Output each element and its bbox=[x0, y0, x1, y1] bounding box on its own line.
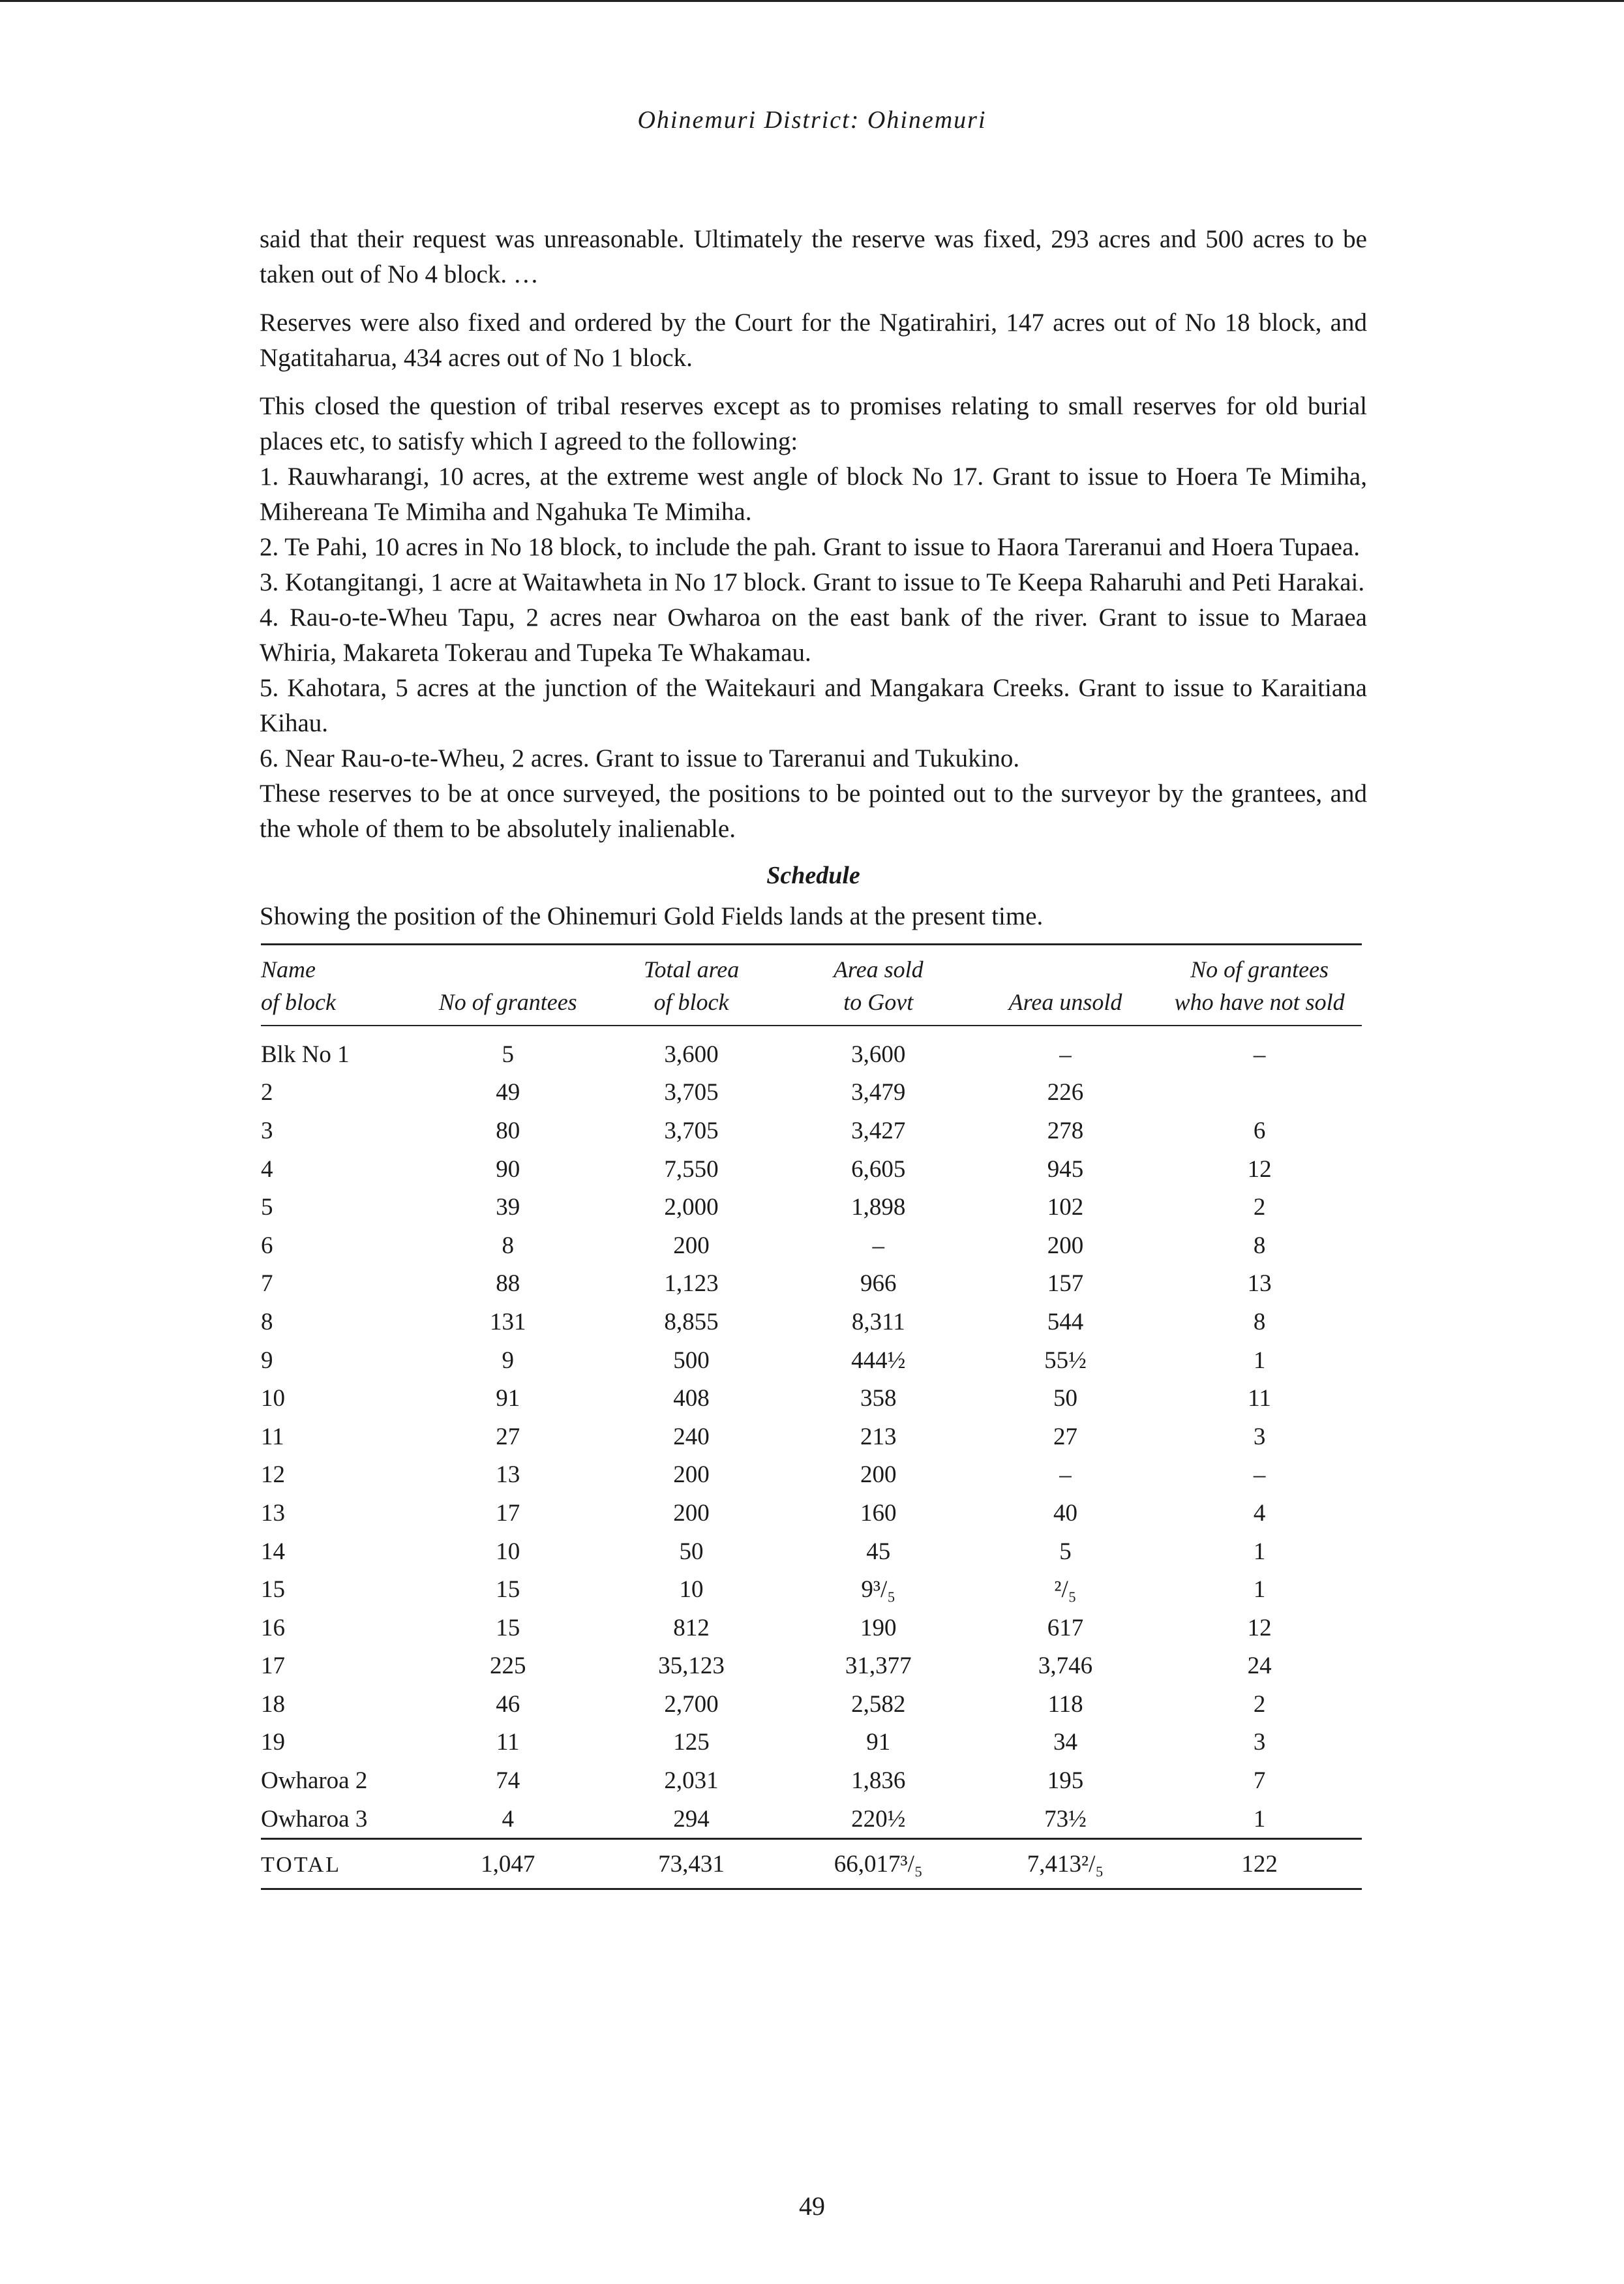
cell-grantees-not-sold: 3 bbox=[1253, 1729, 1266, 1756]
cell-area-sold: 91 bbox=[866, 1729, 891, 1756]
cell-total-area: 240 bbox=[673, 1423, 710, 1450]
cell-total-area: 200 bbox=[673, 1499, 710, 1527]
cell-total-area: 50 bbox=[679, 1538, 704, 1565]
table-row bbox=[261, 1188, 1362, 1226]
cell-area-sold: 31,377 bbox=[845, 1652, 912, 1680]
cell-grantees: 225 bbox=[489, 1652, 526, 1680]
cell-total-area: 812 bbox=[673, 1614, 710, 1641]
cell-grantees: 74 bbox=[496, 1767, 520, 1795]
header-total-area bbox=[599, 945, 783, 1026]
table-row bbox=[261, 1226, 1362, 1265]
cell-area-unsold: 55½ bbox=[1044, 1347, 1087, 1374]
cell-grantees-not-sold: 1 bbox=[1253, 1576, 1266, 1604]
cell-area-sold: 1,836 bbox=[851, 1767, 906, 1795]
cell-grantees: 5 bbox=[502, 1041, 514, 1068]
cell-block: Owharoa 2 bbox=[261, 1767, 368, 1795]
cell-area-unsold: 945 bbox=[1047, 1155, 1084, 1183]
cell-total-area: 35,123 bbox=[658, 1652, 725, 1680]
cell-block: 6 bbox=[261, 1232, 273, 1259]
cell-block: 19 bbox=[261, 1729, 285, 1756]
cell-area-unsold: ²/₅ bbox=[1054, 1576, 1077, 1604]
cell-grantees: 90 bbox=[496, 1155, 520, 1183]
cell-grantees-not-sold bbox=[1157, 1074, 1362, 1112]
cell-total-area: 3,705 bbox=[664, 1079, 719, 1106]
cell-total-area: 1,123 bbox=[664, 1270, 719, 1298]
cell-area-sold: 966 bbox=[860, 1270, 897, 1298]
cell-area-unsold: 27 bbox=[1053, 1423, 1077, 1450]
cell-total-area: 2,700 bbox=[664, 1690, 719, 1718]
cell-area-unsold: 226 bbox=[1047, 1079, 1084, 1106]
cell-grantees: 15 bbox=[496, 1614, 520, 1641]
header-grantees bbox=[416, 945, 599, 1026]
table-row bbox=[261, 1647, 1362, 1686]
cell-grantees-not-sold: 8 bbox=[1253, 1232, 1266, 1259]
total-label-text: TOTAL bbox=[261, 1852, 342, 1877]
cell-grantees-not-sold: 2 bbox=[1253, 1194, 1266, 1221]
cell-grantees-not-sold: 13 bbox=[1247, 1270, 1272, 1298]
table-row bbox=[261, 1685, 1362, 1724]
cell-block: 7 bbox=[261, 1270, 273, 1298]
cell-area-sold: 3,479 bbox=[851, 1079, 906, 1106]
cell-grantees-not-sold: 1 bbox=[1253, 1347, 1266, 1374]
closing-paragraph: These reserves to be at once surveyed, the positions to be pointed out to the surveyor by the grantees, and the whole of them to be absolutely inalienable. bbox=[260, 780, 1367, 843]
cell-area-sold: 8,311 bbox=[851, 1308, 905, 1335]
table-total-row bbox=[261, 1839, 1362, 1889]
cell-area-unsold: – bbox=[1059, 1041, 1072, 1068]
cell-block: 8 bbox=[261, 1308, 273, 1335]
cell-area-unsold: – bbox=[1059, 1461, 1072, 1489]
table-row bbox=[261, 1150, 1362, 1189]
cell-grantees: 88 bbox=[496, 1270, 520, 1298]
schedule-caption: Showing the position of the Ohinemuri Gold Fields lands at the present time. bbox=[260, 902, 1044, 930]
cell-block: Blk No 1 bbox=[261, 1041, 350, 1068]
total-label bbox=[261, 1839, 416, 1889]
table-header-row bbox=[261, 945, 1362, 1026]
total-grantees-not-sold: 122 bbox=[1157, 1839, 1362, 1889]
cell-block: 3 bbox=[261, 1117, 273, 1144]
cell-grantees: 9 bbox=[502, 1347, 514, 1374]
cell-grantees-not-sold: 3 bbox=[1253, 1423, 1266, 1450]
total-area: 73,431 bbox=[599, 1839, 783, 1889]
cell-area-sold: 444½ bbox=[851, 1347, 906, 1374]
cell-grantees: 13 bbox=[496, 1461, 520, 1489]
cell-area-sold: 358 bbox=[860, 1385, 897, 1412]
cell-area-unsold: 544 bbox=[1047, 1308, 1084, 1335]
cell-block: 9 bbox=[261, 1347, 273, 1374]
cell-grantees-not-sold: 8 bbox=[1253, 1308, 1266, 1335]
cell-area-unsold: 5 bbox=[1059, 1538, 1072, 1565]
cell-total-area: 294 bbox=[673, 1805, 710, 1833]
header-line: of block bbox=[654, 989, 729, 1015]
cell-total-area: 10 bbox=[679, 1576, 704, 1604]
cell-grantees-not-sold: 2 bbox=[1253, 1690, 1266, 1718]
header-grantees-not-sold bbox=[1157, 945, 1362, 1026]
cell-area-sold: 1,898 bbox=[851, 1194, 906, 1221]
table-row bbox=[261, 1724, 1362, 1762]
top-rule bbox=[0, 0, 1624, 2]
schedule-table bbox=[261, 943, 1362, 1890]
cell-block: 18 bbox=[261, 1690, 285, 1718]
table-row bbox=[261, 1456, 1362, 1495]
header-line: Area unsold bbox=[1008, 989, 1122, 1015]
cell-grantees: 27 bbox=[496, 1423, 520, 1450]
header-line: Area sold bbox=[833, 956, 924, 982]
cell-total-area: 3,705 bbox=[664, 1117, 719, 1144]
cell-area-unsold: 200 bbox=[1047, 1232, 1084, 1259]
page-content bbox=[260, 222, 1367, 1890]
header-area-sold bbox=[783, 945, 974, 1026]
table-row bbox=[261, 1761, 1362, 1800]
cell-block: 13 bbox=[261, 1499, 285, 1527]
cell-total-area: 200 bbox=[673, 1461, 710, 1489]
cell-area-unsold: 40 bbox=[1053, 1499, 1077, 1527]
cell-grantees-not-sold: 1 bbox=[1253, 1805, 1266, 1833]
cell-area-sold: 9³/₅ bbox=[861, 1576, 896, 1604]
cell-area-sold: 45 bbox=[866, 1538, 891, 1565]
cell-block: Owharoa 3 bbox=[261, 1805, 368, 1833]
paragraph: said that their request was unreasonable. Ultimately the reserve was fixed, 293 acres and 500 acres to be taken out of No 4 block. … bbox=[260, 225, 1367, 288]
header-line: Total area bbox=[643, 956, 740, 982]
table-row bbox=[261, 1418, 1362, 1456]
cell-area-unsold: 3,746 bbox=[1038, 1652, 1093, 1680]
cell-area-unsold: 34 bbox=[1053, 1729, 1077, 1756]
cell-total-area: 200 bbox=[673, 1232, 710, 1259]
cell-block: 17 bbox=[261, 1652, 285, 1680]
cell-grantees: 91 bbox=[496, 1385, 520, 1412]
cell-grantees-not-sold: 4 bbox=[1253, 1499, 1266, 1527]
table-row bbox=[261, 1494, 1362, 1532]
cell-grantees: 80 bbox=[496, 1117, 520, 1144]
cell-area-sold: – bbox=[872, 1232, 885, 1259]
total-grantees: 1,047 bbox=[416, 1839, 599, 1889]
table-row bbox=[261, 1341, 1362, 1380]
table-row bbox=[261, 1379, 1362, 1418]
schedule-title: Schedule bbox=[766, 862, 860, 889]
header-line: No of grantees bbox=[438, 989, 577, 1015]
cell-area-sold: 160 bbox=[860, 1499, 897, 1527]
list-item: 6. Near Rau-o-te-Wheu, 2 acres. Grant to issue to Tareranui and Tukukino. bbox=[260, 744, 1020, 772]
table-row bbox=[261, 1074, 1362, 1112]
header-line: Name bbox=[261, 956, 316, 982]
total-area-unsold: 7,413²/₅ bbox=[974, 1839, 1157, 1889]
cell-grantees-not-sold: 11 bbox=[1248, 1385, 1271, 1412]
cell-total-area: 8,855 bbox=[664, 1308, 719, 1335]
cell-area-sold: 213 bbox=[860, 1423, 897, 1450]
cell-total-area: 2,000 bbox=[664, 1194, 719, 1221]
cell-grantees-not-sold: 6 bbox=[1253, 1117, 1266, 1144]
paragraph: Reserves were also fixed and ordered by the Court for the Ngatirahiri, 147 acres out of No 18 block, and Ngatitaharua, 434 acres out of No 1 block. bbox=[260, 309, 1367, 372]
cell-grantees: 10 bbox=[496, 1538, 520, 1565]
total-area-sold: 66,017³/₅ bbox=[783, 1839, 974, 1889]
cell-total-area: 500 bbox=[673, 1347, 710, 1374]
cell-area-unsold: 50 bbox=[1053, 1385, 1077, 1412]
cell-grantees-not-sold: 24 bbox=[1247, 1652, 1272, 1680]
table-row bbox=[261, 1609, 1362, 1647]
header-line: to Govt bbox=[843, 989, 914, 1015]
table-row bbox=[261, 1112, 1362, 1150]
table-row bbox=[261, 1303, 1362, 1341]
cell-total-area: 3,600 bbox=[664, 1041, 719, 1068]
cell-area-unsold: 102 bbox=[1047, 1194, 1084, 1221]
cell-grantees-not-sold: 12 bbox=[1247, 1614, 1272, 1641]
cell-total-area: 125 bbox=[673, 1729, 710, 1756]
cell-block: 12 bbox=[261, 1461, 285, 1489]
cell-block: 10 bbox=[261, 1385, 285, 1412]
table-row bbox=[261, 1265, 1362, 1303]
cell-area-sold: 2,582 bbox=[851, 1690, 906, 1718]
cell-area-unsold: 73½ bbox=[1044, 1805, 1087, 1833]
cell-block: 4 bbox=[261, 1155, 273, 1183]
cell-area-sold: 200 bbox=[860, 1461, 897, 1489]
cell-total-area: 2,031 bbox=[664, 1767, 719, 1795]
cell-grantees: 17 bbox=[496, 1499, 520, 1527]
header-name-of-block bbox=[261, 945, 416, 1026]
paragraph: This closed the question of tribal reserves except as to promises relating to small reserves for old burial places etc, to satisfy which I agreed to the following: bbox=[260, 392, 1367, 455]
list-item: 4. Rau-o-te-Wheu Tapu, 2 acres near Owharoa on the east bank of the river. Grant to issue to Maraea Whiria, Makareta Tokerau and Tupeka Te Whakamau. bbox=[260, 603, 1367, 667]
cell-grantees: 8 bbox=[502, 1232, 514, 1259]
header-line: of block bbox=[261, 989, 336, 1015]
cell-grantees: 4 bbox=[502, 1805, 514, 1833]
cell-area-sold: 6,605 bbox=[851, 1155, 906, 1183]
header-area-unsold bbox=[974, 945, 1157, 1026]
cell-block: 15 bbox=[261, 1576, 285, 1604]
table-body bbox=[261, 1026, 1362, 1839]
cell-block: 14 bbox=[261, 1538, 285, 1565]
cell-grantees: 11 bbox=[496, 1729, 520, 1756]
cell-grantees: 131 bbox=[489, 1308, 526, 1335]
cell-grantees: 49 bbox=[496, 1079, 520, 1106]
page-number: 49 bbox=[799, 2191, 825, 2221]
cell-area-unsold: 195 bbox=[1047, 1767, 1084, 1795]
cell-grantees-not-sold: 7 bbox=[1253, 1767, 1266, 1795]
cell-area-unsold: 278 bbox=[1047, 1117, 1084, 1144]
list-item: 3. Kotangitangi, 1 acre at Waitawheta in No 17 block. Grant to issue to Te Keepa Raharuhi and Peti Harakai. bbox=[260, 568, 1365, 596]
cell-area-sold: 190 bbox=[860, 1614, 897, 1641]
cell-grantees-not-sold: – bbox=[1253, 1461, 1266, 1489]
list-item: 1. Rauwharangi, 10 acres, at the extreme west angle of block No 17. Grant to issue to Hoera Te Mimiha, Mihereana Te Mimiha and Ngahuka Te Mimiha. bbox=[260, 463, 1367, 526]
cell-grantees: 15 bbox=[496, 1576, 520, 1604]
table-row bbox=[261, 1570, 1362, 1609]
header-line: No of grantees bbox=[1190, 956, 1329, 982]
cell-area-sold: 3,600 bbox=[851, 1041, 906, 1068]
cell-area-unsold: 157 bbox=[1047, 1270, 1084, 1298]
cell-grantees-not-sold: 12 bbox=[1247, 1155, 1272, 1183]
cell-grantees: 39 bbox=[496, 1194, 520, 1221]
table-row bbox=[261, 1532, 1362, 1571]
header-line: who have not sold bbox=[1174, 989, 1345, 1015]
running-head: Ohinemuri District: Ohinemuri bbox=[637, 106, 987, 134]
table-row bbox=[261, 1800, 1362, 1839]
cell-block: 2 bbox=[261, 1079, 273, 1106]
cell-grantees-not-sold: – bbox=[1253, 1041, 1266, 1068]
table-row bbox=[261, 1026, 1362, 1074]
cell-area-sold: 3,427 bbox=[851, 1117, 906, 1144]
cell-total-area: 7,550 bbox=[664, 1155, 719, 1183]
cell-total-area: 408 bbox=[673, 1385, 710, 1412]
cell-block: 5 bbox=[261, 1194, 273, 1221]
cell-area-unsold: 617 bbox=[1047, 1614, 1084, 1641]
cell-area-unsold: 118 bbox=[1047, 1690, 1083, 1718]
cell-block: 11 bbox=[261, 1423, 284, 1450]
cell-grantees: 46 bbox=[496, 1690, 520, 1718]
reserve-list bbox=[260, 459, 1367, 776]
cell-area-sold: 220½ bbox=[851, 1805, 906, 1833]
cell-grantees-not-sold: 1 bbox=[1253, 1538, 1266, 1565]
list-item: 2. Te Pahi, 10 acres in No 18 block, to include the pah. Grant to issue to Haora Tareranui and Hoera Tupaea. bbox=[260, 533, 1360, 561]
cell-block: 16 bbox=[261, 1614, 285, 1641]
list-item: 5. Kahotara, 5 acres at the junction of the Waitekauri and Mangakara Creeks. Grant to issue to Karaitiana Kihau. bbox=[260, 674, 1367, 737]
